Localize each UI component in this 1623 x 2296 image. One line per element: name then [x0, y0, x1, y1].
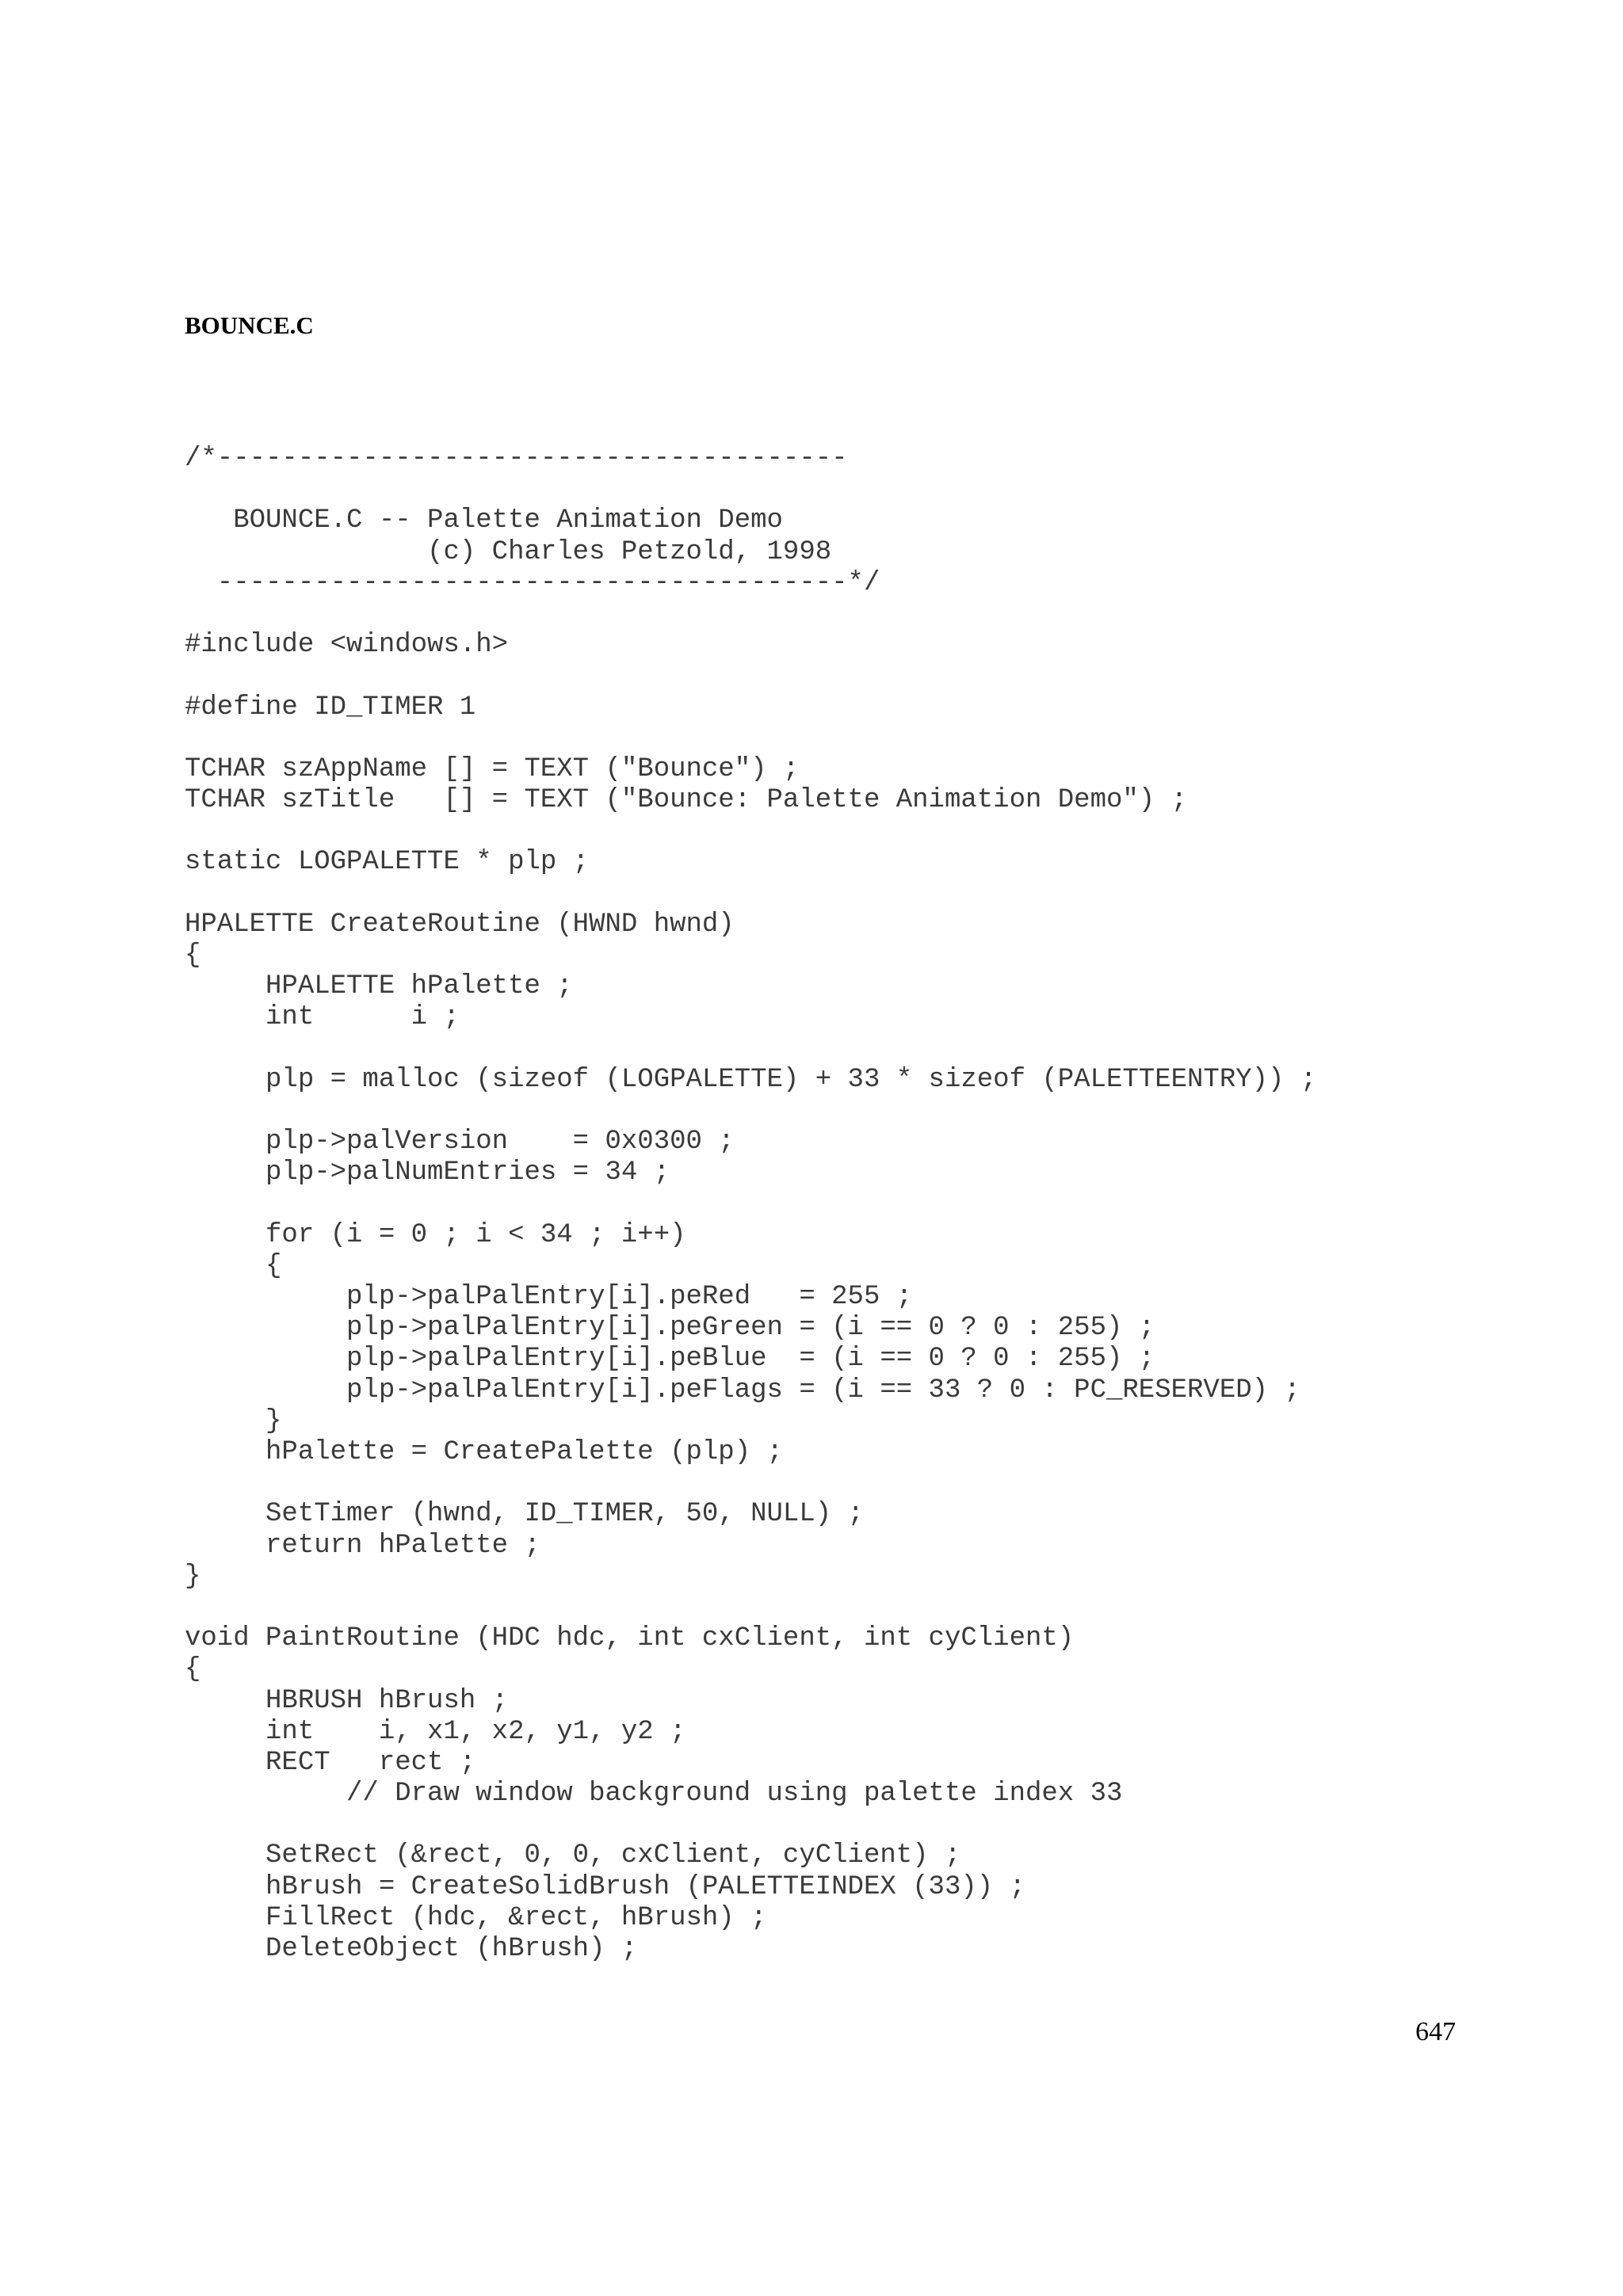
code-line — [185, 661, 1316, 692]
code-line: ---------------------------------------*/ — [185, 567, 880, 598]
code-line: plp->palPalEntry[i].peGreen = (i == 0 ? 0 : 255) ; — [185, 1313, 1155, 1344]
code-line: HPALETTE CreateRoutine (HWND hwnd) — [185, 909, 735, 940]
code-line: int i, x1, x2, y1, y2 ; — [185, 1716, 686, 1747]
code-line: { — [185, 940, 201, 971]
section-heading: BOUNCE.C — [185, 311, 314, 339]
code-line — [185, 879, 1316, 910]
code-line: HPALETTE hPalette ; — [185, 971, 573, 1002]
code-line: int i ; — [185, 1002, 460, 1033]
code-line: static LOGPALETTE * plp ; — [185, 847, 590, 878]
code-line: } — [185, 1405, 282, 1436]
code-line: { — [185, 1654, 201, 1685]
code-line — [185, 599, 1316, 630]
code-line — [185, 816, 1316, 847]
code-line: plp->palPalEntry[i].peRed = 255 ; — [185, 1282, 913, 1313]
code-line: SetTimer (hwnd, ID_TIMER, 50, NULL) ; — [185, 1499, 864, 1530]
code-line — [185, 1189, 1316, 1220]
code-line: plp = malloc (sizeof (LOGPALETTE) + 33 * sizeof (PALETTEENTRY)) ; — [185, 1064, 1317, 1095]
code-line — [185, 475, 1316, 505]
code-line: hPalette = CreatePalette (plp) ; — [185, 1437, 783, 1467]
code-line — [185, 723, 1316, 754]
code-line: BOUNCE.C -- Palette Animation Demo — [185, 505, 783, 536]
code-line: RECT rect ; — [185, 1747, 476, 1778]
page-number: 647 — [1415, 2017, 1456, 2046]
code-line: #include <windows.h> — [185, 630, 509, 661]
code-line: plp->palPalEntry[i].peFlags = (i == 33 ? 0 : PC_RESERVED) ; — [185, 1375, 1300, 1405]
code-line: (c) Charles Petzold, 1998 — [185, 536, 832, 567]
code-line: DeleteObject (hBrush) ; — [185, 1934, 638, 1964]
code-line: plp->palNumEntries = 34 ; — [185, 1158, 670, 1188]
code-line: FillRect (hdc, &rect, hBrush) ; — [185, 1902, 767, 1933]
code-listing — [185, 444, 1316, 1965]
code-line: /*--------------------------------------- — [185, 444, 848, 474]
code-line: hBrush = CreateSolidBrush (PALETTEINDEX (33)) ; — [185, 1871, 1025, 1902]
code-line — [185, 1592, 1316, 1623]
code-line — [185, 1034, 1316, 1065]
code-line: plp->palPalEntry[i].peBlue = (i == 0 ? 0 : 255) ; — [185, 1344, 1155, 1375]
code-line: TCHAR szTitle [] = TEXT ("Bounce: Palette Animation Demo") ; — [185, 785, 1188, 816]
code-line: } — [185, 1561, 201, 1592]
code-line: HBRUSH hBrush ; — [185, 1685, 509, 1716]
code-line: { — [185, 1250, 282, 1281]
code-line — [185, 1468, 1316, 1499]
code-line — [185, 1096, 1316, 1127]
code-line: plp->palVersion = 0x0300 ; — [185, 1127, 735, 1158]
code-line: // Draw window background using palette index 33 — [185, 1779, 1123, 1810]
code-line: TCHAR szAppName [] = TEXT ("Bounce") ; — [185, 753, 800, 784]
code-line — [185, 1810, 1316, 1840]
code-line: SetRect (&rect, 0, 0, cxClient, cyClient) ; — [185, 1840, 961, 1871]
code-line: return hPalette ; — [185, 1530, 540, 1561]
code-line: for (i = 0 ; i < 34 ; i++) — [185, 1219, 686, 1250]
code-line: void PaintRoutine (HDC hdc, int cxClient, int cyClient) — [185, 1623, 1075, 1654]
code-line: #define ID_TIMER 1 — [185, 692, 476, 723]
